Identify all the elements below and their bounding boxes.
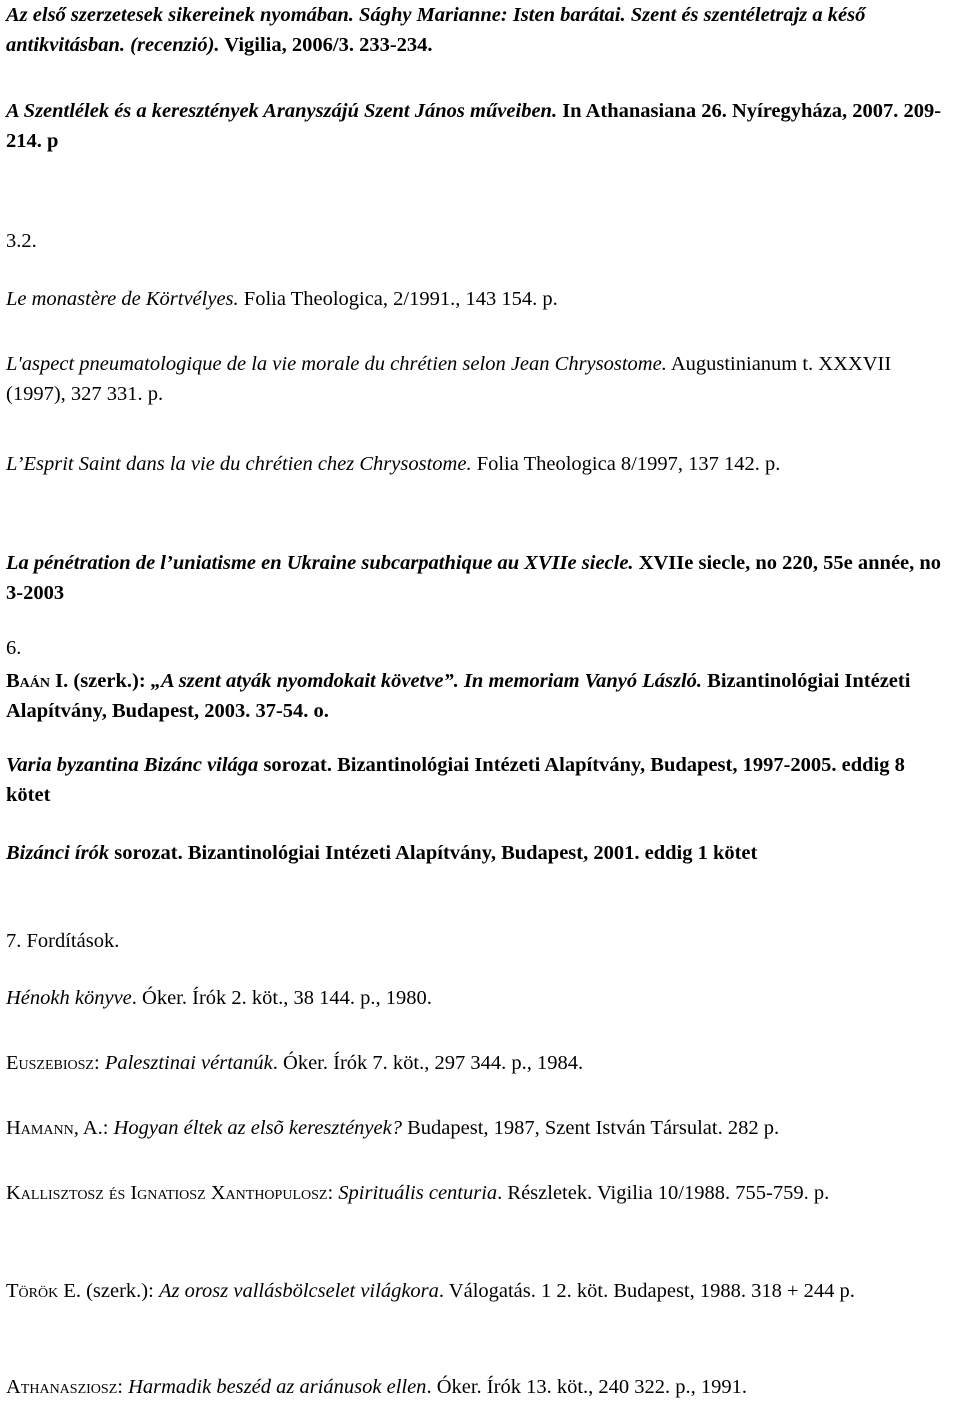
bib-separator: : bbox=[93, 1052, 105, 1074]
bib-entry-10 bbox=[6, 983, 954, 1013]
bib-entry-4 bbox=[6, 349, 954, 409]
bib-author-details: I. (szerk.): bbox=[50, 670, 151, 692]
bib-entry-11 bbox=[6, 1048, 954, 1078]
bib-title: Az orosz vallásbölcselet világkora bbox=[158, 1280, 439, 1302]
bib-title: Hogyan éltek az elsõ keresztények? bbox=[113, 1117, 402, 1139]
bib-separator: : bbox=[327, 1182, 339, 1204]
bib-title: Palesztinai vértanúk bbox=[104, 1052, 273, 1074]
bib-details: . Válogatás. 1 2. köt. Budapest, 1988. 318 + 244 p. bbox=[438, 1280, 855, 1302]
bib-title: Varia byzantina Bizánc világa bbox=[6, 754, 259, 776]
bib-entry-6 bbox=[6, 548, 954, 608]
bib-author: Hamann bbox=[6, 1117, 74, 1139]
bib-details: XVIIe siecle, no 220, 55e année, no 3-2003 bbox=[6, 552, 942, 604]
bib-title: Az első szerzetesek sikereinek nyomában. Sághy Marianne: Isten barátai. Szent és szentéletrajz a késő antikvitásban. (recenzió). bbox=[6, 4, 866, 56]
bib-entry-15 bbox=[6, 1372, 954, 1402]
bib-title: A Szentlélek és a keresztények Aranyszájú Szent János műveiben. bbox=[6, 100, 558, 122]
section-heading-6: 6. bbox=[6, 637, 22, 659]
bib-details: . Óker. Írók 7. köt., 297 344. p., 1984. bbox=[272, 1052, 584, 1074]
bib-details: . Óker. Írók 13. köt., 240 322. p., 1991. bbox=[426, 1376, 748, 1398]
bib-title: Hénokh könyve bbox=[6, 987, 132, 1009]
bib-details: Folia Theologica 8/1997, 137 142. p. bbox=[471, 453, 781, 475]
bib-author: Baán bbox=[6, 670, 51, 692]
section-heading-3-2: 3.2. bbox=[6, 230, 37, 252]
bib-details: . Óker. Írók 2. köt., 38 144. p., 1980. bbox=[131, 987, 432, 1009]
bib-title: La pénétration de l’uniatisme en Ukraine subcarpathique au XVIIe siecle. bbox=[6, 552, 634, 574]
bib-entry-13 bbox=[6, 1178, 954, 1208]
bib-author: Euszebiosz bbox=[6, 1052, 94, 1074]
bib-details: sorozat. Bizantinológiai Intézeti Alapítvány, Budapest, 2001. eddig 1 kötet bbox=[109, 842, 758, 864]
bib-entry-3 bbox=[6, 284, 954, 314]
bib-title: Harmadik beszéd az ariánusok ellen bbox=[128, 1376, 427, 1398]
bib-title: Bizánci írók bbox=[6, 842, 110, 864]
bib-author-details: E. (szerk.): bbox=[58, 1280, 159, 1302]
bib-details: sorozat. Bizantinológiai Intézeti Alapítvány, Budapest, 1997-2005. eddig 8 kötet bbox=[6, 754, 905, 806]
bib-author: Athanasziosz bbox=[6, 1376, 118, 1398]
bib-entry-9 bbox=[6, 838, 954, 868]
bib-separator: : bbox=[117, 1376, 129, 1398]
bib-author: Kallisztosz és Ignatiosz Xanthopulosz bbox=[6, 1182, 328, 1204]
bib-details: Vigilia, 2006/3. 233-234. bbox=[219, 34, 433, 56]
bib-title: Spirituális centuria bbox=[338, 1182, 498, 1204]
bib-entry-2 bbox=[6, 96, 954, 156]
bib-entry-14 bbox=[6, 1276, 954, 1306]
bib-entry-7 bbox=[6, 666, 954, 726]
bib-entry-5 bbox=[6, 449, 954, 479]
bib-title: L'aspect pneumatologique de la vie morale du chrétien selon Jean Chrysostome. bbox=[6, 353, 667, 375]
bib-details: Bizantinológiai Intézeti Alapítvány, Budapest, 2003. 37-54. o. bbox=[6, 670, 911, 722]
bib-entry-8 bbox=[6, 750, 954, 810]
bib-details: . Részletek. Vigilia 10/1988. 755-759. p. bbox=[497, 1182, 830, 1204]
section-heading-7: 7. Fordítások. bbox=[6, 930, 120, 952]
bib-details: In Athanasiana 26. Nyíregyháza, 2007. 209-214. p bbox=[6, 100, 942, 152]
bib-entry-1 bbox=[6, 0, 954, 60]
bib-details: Budapest, 1987, Szent István Társulat. 282 p. bbox=[401, 1117, 780, 1139]
bib-title: Le monastère de Körtvélyes. bbox=[6, 288, 239, 310]
bib-entry-12 bbox=[6, 1113, 954, 1143]
bib-author: Török bbox=[6, 1280, 59, 1302]
bib-author-details: , A.: bbox=[73, 1117, 114, 1139]
bib-title: „A szent atyák nyomdokait követve”. In memoriam Vanyó László. bbox=[150, 670, 703, 692]
bib-details: Folia Theologica, 2/1991., 143 154. p. bbox=[238, 288, 558, 310]
bib-details: Augustinianum t. XXXVII (1997), 327 331. p. bbox=[6, 353, 892, 405]
bib-title: L’Esprit Saint dans la vie du chrétien chez Chrysostome. bbox=[6, 453, 472, 475]
